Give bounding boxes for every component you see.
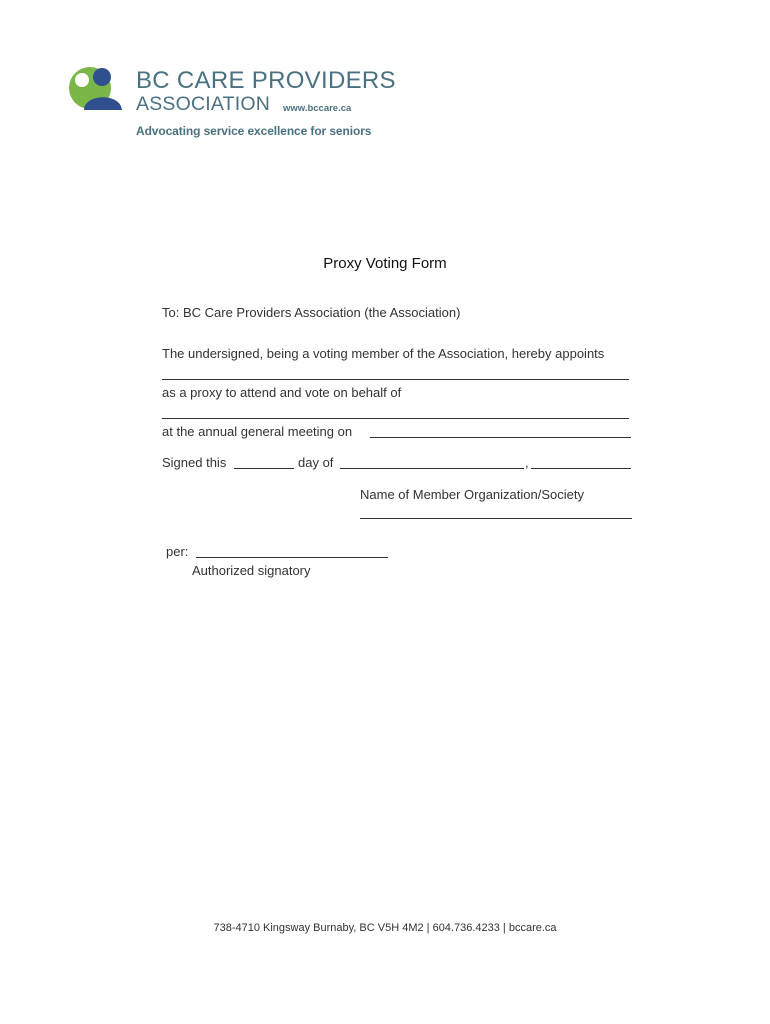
member-name-field[interactable] <box>162 418 629 419</box>
form-title: Proxy Voting Form <box>323 255 447 272</box>
meeting-date-field[interactable] <box>370 437 631 438</box>
footer-contact: 738-4710 Kingsway Burnaby, BC V5H 4M2 | 604.736.4233 | bccare.ca <box>213 922 557 934</box>
logo-org-name-line2: ASSOCIATION <box>136 93 271 115</box>
member-org-field[interactable] <box>360 518 632 519</box>
proxy-text: as a proxy to attend and vote on behalf of <box>162 385 402 400</box>
per-label: per: <box>166 544 189 559</box>
day-of-label: day of <box>298 455 334 470</box>
meeting-text: at the annual general meeting on <box>162 424 353 439</box>
signed-month-field[interactable] <box>340 468 524 469</box>
appoint-text: The undersigned, being a voting member of the Association, hereby appoints <box>162 346 605 361</box>
member-org-label: Name of Member Organization/Society <box>360 487 584 502</box>
people-logo-icon <box>60 66 130 116</box>
association-logo <box>60 66 396 141</box>
to-line: To: BC Care Providers Association (the Association) <box>162 305 461 320</box>
logo-org-name-line1: BC CARE PROVIDERS <box>136 67 396 94</box>
comma-separator: , <box>525 455 529 470</box>
signature-field[interactable] <box>196 557 388 558</box>
authorized-signatory-label: Authorized signatory <box>192 563 311 578</box>
signed-year-field[interactable] <box>531 468 631 469</box>
logo-tagline: Advocating service excellence for seniors <box>136 124 372 138</box>
logo-website: www.bccare.ca <box>283 103 352 114</box>
proxy-name-field[interactable] <box>162 379 629 380</box>
signed-day-field[interactable] <box>234 468 294 469</box>
signed-label: Signed this <box>162 455 227 470</box>
